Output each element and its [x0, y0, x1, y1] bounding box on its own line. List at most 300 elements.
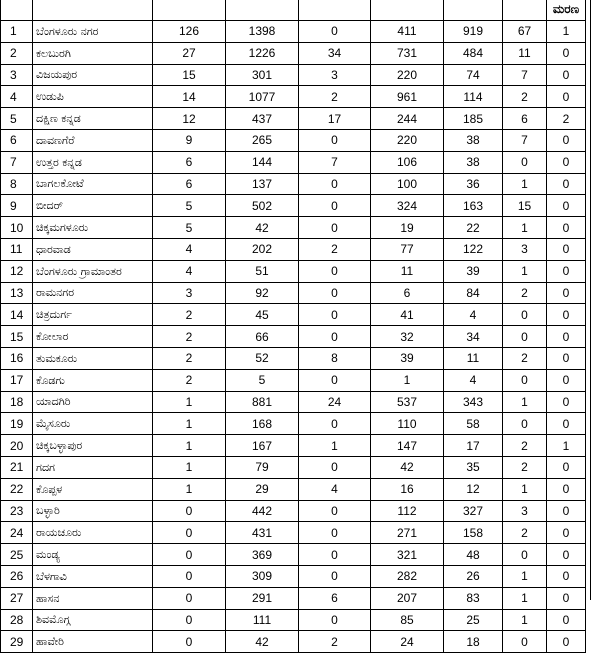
- value-cell: 19: [371, 217, 444, 239]
- serial-number-cell: 1: [1, 21, 33, 43]
- value-cell: 0: [503, 151, 547, 173]
- value-cell: 0: [547, 478, 586, 500]
- value-cell: 74: [444, 64, 503, 86]
- value-cell: 18: [444, 631, 503, 653]
- value-cell: 437: [226, 108, 299, 130]
- value-cell: 0: [547, 500, 586, 522]
- value-cell: 0: [299, 304, 371, 326]
- value-cell: 34: [444, 326, 503, 348]
- value-cell: 38: [444, 129, 503, 151]
- serial-number-cell: 8: [1, 173, 33, 195]
- value-cell: 35: [444, 456, 503, 478]
- value-cell: 29: [226, 478, 299, 500]
- value-cell: 3: [503, 238, 547, 260]
- table-row: [1, 304, 586, 326]
- value-cell: 3: [299, 64, 371, 86]
- district-name-cell: ಬಾಗಲಕೋಟೆ: [33, 173, 153, 195]
- value-cell: 244: [371, 108, 444, 130]
- value-cell: 42: [226, 631, 299, 653]
- value-cell: 1: [503, 217, 547, 239]
- value-cell: 52: [226, 347, 299, 369]
- district-name-cell: ಉಡುಪಿ: [33, 86, 153, 108]
- value-cell: 0: [153, 522, 226, 544]
- serial-number-cell: 9: [1, 195, 33, 217]
- value-cell: 4: [444, 369, 503, 391]
- district-name-cell: ಧಾರವಾಡ: [33, 238, 153, 260]
- serial-number-cell: 6: [1, 129, 33, 151]
- value-cell: 0: [299, 260, 371, 282]
- table-row: [1, 609, 586, 631]
- value-cell: 0: [547, 304, 586, 326]
- value-cell: 6: [153, 151, 226, 173]
- value-cell: 42: [226, 217, 299, 239]
- serial-number-cell: 18: [1, 391, 33, 413]
- value-cell: 83: [444, 587, 503, 609]
- value-cell: 0: [299, 522, 371, 544]
- value-cell: 0: [299, 217, 371, 239]
- value-cell: 1: [153, 435, 226, 457]
- value-cell: 2: [299, 631, 371, 653]
- value-cell: 6: [153, 173, 226, 195]
- value-cell: 1: [503, 478, 547, 500]
- value-cell: 0: [299, 369, 371, 391]
- value-cell: 4: [299, 478, 371, 500]
- value-cell: 0: [299, 565, 371, 587]
- value-cell: 0: [503, 369, 547, 391]
- value-cell: 0: [547, 173, 586, 195]
- value-cell: 0: [547, 129, 586, 151]
- value-cell: 0: [547, 282, 586, 304]
- value-cell: 0: [153, 544, 226, 566]
- value-cell: 0: [547, 347, 586, 369]
- serial-number-cell: 4: [1, 86, 33, 108]
- value-cell: 0: [503, 544, 547, 566]
- value-cell: 309: [226, 565, 299, 587]
- district-name-cell: ಕೊಪ್ಪಳ: [33, 478, 153, 500]
- value-cell: 6: [503, 108, 547, 130]
- value-cell: 15: [153, 64, 226, 86]
- value-cell: 2: [503, 435, 547, 457]
- value-cell: 1: [503, 565, 547, 587]
- value-cell: 16: [371, 478, 444, 500]
- serial-number-cell: 27: [1, 587, 33, 609]
- value-cell: 282: [371, 565, 444, 587]
- value-cell: 0: [299, 413, 371, 435]
- header-cell: [226, 0, 299, 21]
- value-cell: 67: [503, 21, 547, 43]
- value-cell: 8: [299, 347, 371, 369]
- value-cell: 0: [547, 631, 586, 653]
- value-cell: 111: [226, 609, 299, 631]
- value-cell: 1226: [226, 42, 299, 64]
- value-cell: 39: [444, 260, 503, 282]
- district-name-cell: ವಿಜಯಪುರ: [33, 64, 153, 86]
- table-row: [1, 238, 586, 260]
- value-cell: 0: [503, 304, 547, 326]
- value-cell: 0: [299, 129, 371, 151]
- value-cell: 167: [226, 435, 299, 457]
- value-cell: 301: [226, 64, 299, 86]
- table-row: [1, 173, 586, 195]
- serial-number-cell: 2: [1, 42, 33, 64]
- table-row: [1, 565, 586, 587]
- serial-number-cell: 26: [1, 565, 33, 587]
- table-row: [1, 391, 586, 413]
- serial-number-cell: 3: [1, 64, 33, 86]
- value-cell: 66: [226, 326, 299, 348]
- value-cell: 881: [226, 391, 299, 413]
- serial-number-cell: 13: [1, 282, 33, 304]
- value-cell: 1: [547, 21, 586, 43]
- value-cell: 92: [226, 282, 299, 304]
- value-cell: 126: [153, 21, 226, 43]
- value-cell: 24: [371, 631, 444, 653]
- value-cell: 51: [226, 260, 299, 282]
- header-cell: [299, 0, 371, 21]
- value-cell: 324: [371, 195, 444, 217]
- death-column-header: ಮರಣ: [547, 0, 586, 21]
- value-cell: 0: [153, 500, 226, 522]
- value-cell: 1: [153, 456, 226, 478]
- value-cell: 5: [153, 217, 226, 239]
- value-cell: 0: [299, 195, 371, 217]
- value-cell: 106: [371, 151, 444, 173]
- value-cell: 24: [299, 391, 371, 413]
- value-cell: 2: [547, 108, 586, 130]
- value-cell: 1: [153, 391, 226, 413]
- value-cell: 38: [444, 151, 503, 173]
- value-cell: 0: [503, 326, 547, 348]
- value-cell: 1: [503, 609, 547, 631]
- district-name-cell: ರಾಯಚೂರು: [33, 522, 153, 544]
- table-row: [1, 369, 586, 391]
- value-cell: 442: [226, 500, 299, 522]
- value-cell: 34: [299, 42, 371, 64]
- value-cell: 0: [547, 326, 586, 348]
- value-cell: 26: [444, 565, 503, 587]
- table-row: [1, 86, 586, 108]
- serial-number-cell: 15: [1, 326, 33, 348]
- table-row: [1, 435, 586, 457]
- value-cell: 1077: [226, 86, 299, 108]
- value-cell: 0: [547, 151, 586, 173]
- value-cell: 537: [371, 391, 444, 413]
- value-cell: 0: [153, 587, 226, 609]
- value-cell: 411: [371, 21, 444, 43]
- header-cell: [371, 0, 444, 21]
- serial-number-cell: 21: [1, 456, 33, 478]
- value-cell: 14: [153, 86, 226, 108]
- value-cell: 39: [371, 347, 444, 369]
- value-cell: 48: [444, 544, 503, 566]
- district-name-cell: ದಕ್ಷಿಣ ಕನ್ನಡ: [33, 108, 153, 130]
- serial-number-cell: 11: [1, 238, 33, 260]
- value-cell: 2: [153, 304, 226, 326]
- table-row: [1, 21, 586, 43]
- value-cell: 41: [371, 304, 444, 326]
- table-row: [1, 64, 586, 86]
- serial-number-cell: 10: [1, 217, 33, 239]
- value-cell: 137: [226, 173, 299, 195]
- value-cell: 202: [226, 238, 299, 260]
- page-right-border: [590, 0, 591, 600]
- district-name-cell: ಶಿವಮೊಗ್ಗ: [33, 609, 153, 631]
- value-cell: 220: [371, 129, 444, 151]
- table-header-row: [1, 0, 586, 21]
- value-cell: 84: [444, 282, 503, 304]
- value-cell: 0: [547, 522, 586, 544]
- value-cell: 0: [299, 609, 371, 631]
- value-cell: 114: [444, 86, 503, 108]
- value-cell: 11: [371, 260, 444, 282]
- value-cell: 5: [153, 195, 226, 217]
- value-cell: 3: [153, 282, 226, 304]
- value-cell: 0: [547, 260, 586, 282]
- serial-number-cell: 5: [1, 108, 33, 130]
- value-cell: 220: [371, 64, 444, 86]
- value-cell: 2: [503, 86, 547, 108]
- table-row: [1, 282, 586, 304]
- value-cell: 144: [226, 151, 299, 173]
- value-cell: 0: [503, 631, 547, 653]
- value-cell: 1: [503, 173, 547, 195]
- value-cell: 369: [226, 544, 299, 566]
- district-name-cell: ಬೀದರ್: [33, 195, 153, 217]
- value-cell: 0: [547, 565, 586, 587]
- value-cell: 100: [371, 173, 444, 195]
- serial-number-cell: 28: [1, 609, 33, 631]
- table-row: [1, 587, 586, 609]
- district-name-cell: ದಾವಣಗೆರೆ: [33, 129, 153, 151]
- value-cell: 45: [226, 304, 299, 326]
- value-cell: 1: [299, 435, 371, 457]
- district-name-cell: ಕೋಲಾರ: [33, 326, 153, 348]
- table-row: [1, 631, 586, 653]
- value-cell: 1398: [226, 21, 299, 43]
- district-name-cell: ಚಿಕ್ಕಬಳ್ಳಾಪುರ: [33, 435, 153, 457]
- value-cell: 15: [503, 195, 547, 217]
- value-cell: 2: [299, 86, 371, 108]
- value-cell: 163: [444, 195, 503, 217]
- value-cell: 0: [547, 217, 586, 239]
- table-row: [1, 217, 586, 239]
- district-name-cell: ಕಲಬುರಗಿ: [33, 42, 153, 64]
- value-cell: 484: [444, 42, 503, 64]
- value-cell: 0: [299, 456, 371, 478]
- district-name-cell: ಹಾಸನ: [33, 587, 153, 609]
- table-row: [1, 456, 586, 478]
- serial-number-cell: 25: [1, 544, 33, 566]
- header-cell: [503, 0, 547, 21]
- value-cell: 22: [444, 217, 503, 239]
- serial-number-cell: 14: [1, 304, 33, 326]
- value-cell: 0: [547, 413, 586, 435]
- value-cell: 731: [371, 42, 444, 64]
- header-cell: [33, 0, 153, 21]
- value-cell: 1: [547, 435, 586, 457]
- value-cell: 17: [299, 108, 371, 130]
- value-cell: 961: [371, 86, 444, 108]
- table-row: [1, 108, 586, 130]
- value-cell: 0: [547, 587, 586, 609]
- serial-number-cell: 16: [1, 347, 33, 369]
- value-cell: 0: [299, 282, 371, 304]
- value-cell: 17: [444, 435, 503, 457]
- value-cell: 0: [547, 369, 586, 391]
- value-cell: 431: [226, 522, 299, 544]
- value-cell: 919: [444, 21, 503, 43]
- value-cell: 2: [503, 282, 547, 304]
- header-cell: [444, 0, 503, 21]
- value-cell: 2: [153, 326, 226, 348]
- value-cell: 58: [444, 413, 503, 435]
- district-name-cell: ಚಿತ್ರದುರ್ಗ: [33, 304, 153, 326]
- table-row: [1, 522, 586, 544]
- value-cell: 0: [503, 413, 547, 435]
- value-cell: 1: [503, 587, 547, 609]
- serial-number-cell: 24: [1, 522, 33, 544]
- serial-number-cell: 17: [1, 369, 33, 391]
- table-row: [1, 326, 586, 348]
- value-cell: 271: [371, 522, 444, 544]
- value-cell: 110: [371, 413, 444, 435]
- value-cell: 27: [153, 42, 226, 64]
- value-cell: 207: [371, 587, 444, 609]
- serial-number-cell: 7: [1, 151, 33, 173]
- value-cell: 0: [153, 565, 226, 587]
- value-cell: 2: [153, 369, 226, 391]
- value-cell: 6: [299, 587, 371, 609]
- district-name-cell: ಬಳ್ಳಾರಿ: [33, 500, 153, 522]
- value-cell: 112: [371, 500, 444, 522]
- value-cell: 265: [226, 129, 299, 151]
- value-cell: 122: [444, 238, 503, 260]
- value-cell: 0: [547, 544, 586, 566]
- serial-number-cell: 29: [1, 631, 33, 653]
- value-cell: 2: [503, 522, 547, 544]
- value-cell: 9: [153, 129, 226, 151]
- header-cell: [153, 0, 226, 21]
- value-cell: 321: [371, 544, 444, 566]
- district-name-cell: ಬೆಳಗಾವಿ: [33, 565, 153, 587]
- value-cell: 6: [371, 282, 444, 304]
- serial-number-cell: 23: [1, 500, 33, 522]
- value-cell: 5: [226, 369, 299, 391]
- value-cell: 4: [153, 260, 226, 282]
- value-cell: 11: [503, 42, 547, 64]
- district-name-cell: ಗದಗ: [33, 456, 153, 478]
- value-cell: 0: [547, 86, 586, 108]
- table-row: [1, 260, 586, 282]
- value-cell: 0: [547, 391, 586, 413]
- serial-number-cell: 12: [1, 260, 33, 282]
- value-cell: 36: [444, 173, 503, 195]
- value-cell: 0: [299, 173, 371, 195]
- value-cell: 0: [547, 238, 586, 260]
- value-cell: 85: [371, 609, 444, 631]
- value-cell: 0: [153, 631, 226, 653]
- value-cell: 1: [371, 369, 444, 391]
- value-cell: 7: [503, 129, 547, 151]
- serial-number-cell: 22: [1, 478, 33, 500]
- serial-number-cell: 19: [1, 413, 33, 435]
- value-cell: 502: [226, 195, 299, 217]
- table-row: [1, 347, 586, 369]
- value-cell: 3: [503, 500, 547, 522]
- value-cell: 42: [371, 456, 444, 478]
- value-cell: 1: [153, 413, 226, 435]
- value-cell: 2: [153, 347, 226, 369]
- district-name-cell: ಕೊಡಗು: [33, 369, 153, 391]
- value-cell: 2: [503, 456, 547, 478]
- value-cell: 79: [226, 456, 299, 478]
- district-name-cell: ಬೆಂಗಳೂರು ನಗರ: [33, 21, 153, 43]
- value-cell: 1: [153, 478, 226, 500]
- value-cell: 0: [547, 64, 586, 86]
- value-cell: 2: [299, 238, 371, 260]
- value-cell: 0: [299, 326, 371, 348]
- value-cell: 0: [299, 544, 371, 566]
- value-cell: 11: [444, 347, 503, 369]
- district-name-cell: ಹಾವೇರಿ: [33, 631, 153, 653]
- header-cell: [1, 0, 33, 21]
- value-cell: 1: [503, 260, 547, 282]
- value-cell: 0: [299, 21, 371, 43]
- table-row: [1, 42, 586, 64]
- value-cell: 77: [371, 238, 444, 260]
- value-cell: 12: [153, 108, 226, 130]
- value-cell: 25: [444, 609, 503, 631]
- value-cell: 7: [503, 64, 547, 86]
- value-cell: 158: [444, 522, 503, 544]
- value-cell: 4: [444, 304, 503, 326]
- value-cell: 327: [444, 500, 503, 522]
- value-cell: 12: [444, 478, 503, 500]
- table-row: [1, 151, 586, 173]
- district-name-cell: ಯಾದಗಿರಿ: [33, 391, 153, 413]
- district-name-cell: ತುಮಕೂರು: [33, 347, 153, 369]
- table-row: [1, 500, 586, 522]
- table-row: [1, 478, 586, 500]
- value-cell: 0: [153, 609, 226, 631]
- value-cell: 1: [503, 391, 547, 413]
- district-name-cell: ಉತ್ತರ ಕನ್ನಡ: [33, 151, 153, 173]
- value-cell: 0: [547, 42, 586, 64]
- district-name-cell: ರಾಮನಗರ: [33, 282, 153, 304]
- value-cell: 0: [547, 609, 586, 631]
- table-row: [1, 195, 586, 217]
- value-cell: 147: [371, 435, 444, 457]
- value-cell: 0: [547, 456, 586, 478]
- district-name-cell: ಬೆಂಗಳೂರು ಗ್ರಾಮಾಂತರ: [33, 260, 153, 282]
- district-name-cell: ಮಂಡ್ಯ: [33, 544, 153, 566]
- district-name-cell: ಮೈಸೂರು: [33, 413, 153, 435]
- district-name-cell: ಚಿಕ್ಕಮಗಳೂರು: [33, 217, 153, 239]
- value-cell: 291: [226, 587, 299, 609]
- value-cell: 168: [226, 413, 299, 435]
- value-cell: 0: [299, 500, 371, 522]
- table-row: [1, 129, 586, 151]
- table-row: [1, 544, 586, 566]
- value-cell: 2: [503, 347, 547, 369]
- value-cell: 32: [371, 326, 444, 348]
- table-row: [1, 413, 586, 435]
- value-cell: 185: [444, 108, 503, 130]
- value-cell: 0: [547, 195, 586, 217]
- value-cell: 4: [153, 238, 226, 260]
- value-cell: 343: [444, 391, 503, 413]
- serial-number-cell: 20: [1, 435, 33, 457]
